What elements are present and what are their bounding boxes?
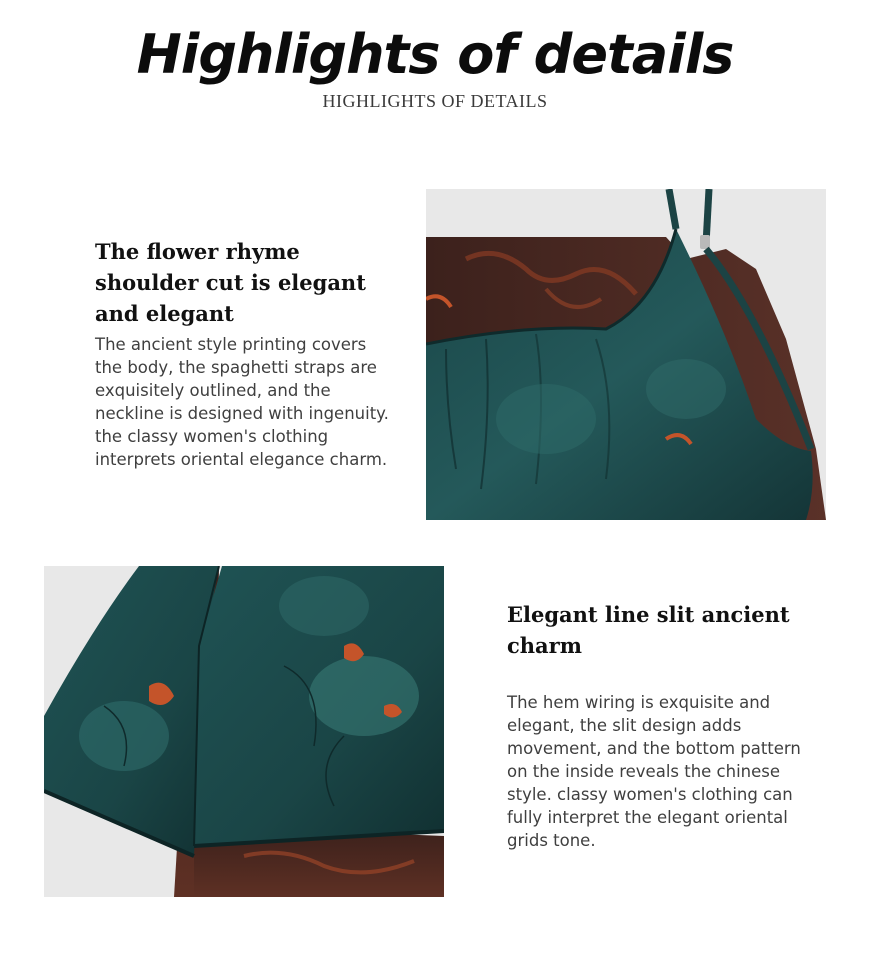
section-2-text: The hem wiring is exquisite and elegant, the slit design adds movement, and the bottom pattern on the inside reveals the chinese style. classy women's clothing can fully interpret the elegant oriental grids tone. bbox=[507, 693, 801, 850]
page-subtitle: HIGHLIGHTS OF DETAILS bbox=[322, 91, 548, 111]
shoulder-strap-photo bbox=[426, 189, 826, 520]
section-2-heading: Elegant line slit ancient charm bbox=[507, 602, 790, 658]
section-1-text: The ancient style printing covers the body, the spaghetti straps are exquisitely outlined, and the neckline is designed with ingenuity. the classy women's clothing interprets oriental elegance charm. bbox=[95, 335, 389, 469]
hem-slit-illustration-icon bbox=[44, 566, 444, 897]
page-title: Highlights of details bbox=[136, 23, 734, 86]
section-1-heading: The flower rhyme shoulder cut is elegant and elegant bbox=[95, 239, 366, 326]
shoulder-strap-illustration-icon bbox=[426, 189, 826, 520]
hem-slit-photo bbox=[44, 566, 444, 897]
